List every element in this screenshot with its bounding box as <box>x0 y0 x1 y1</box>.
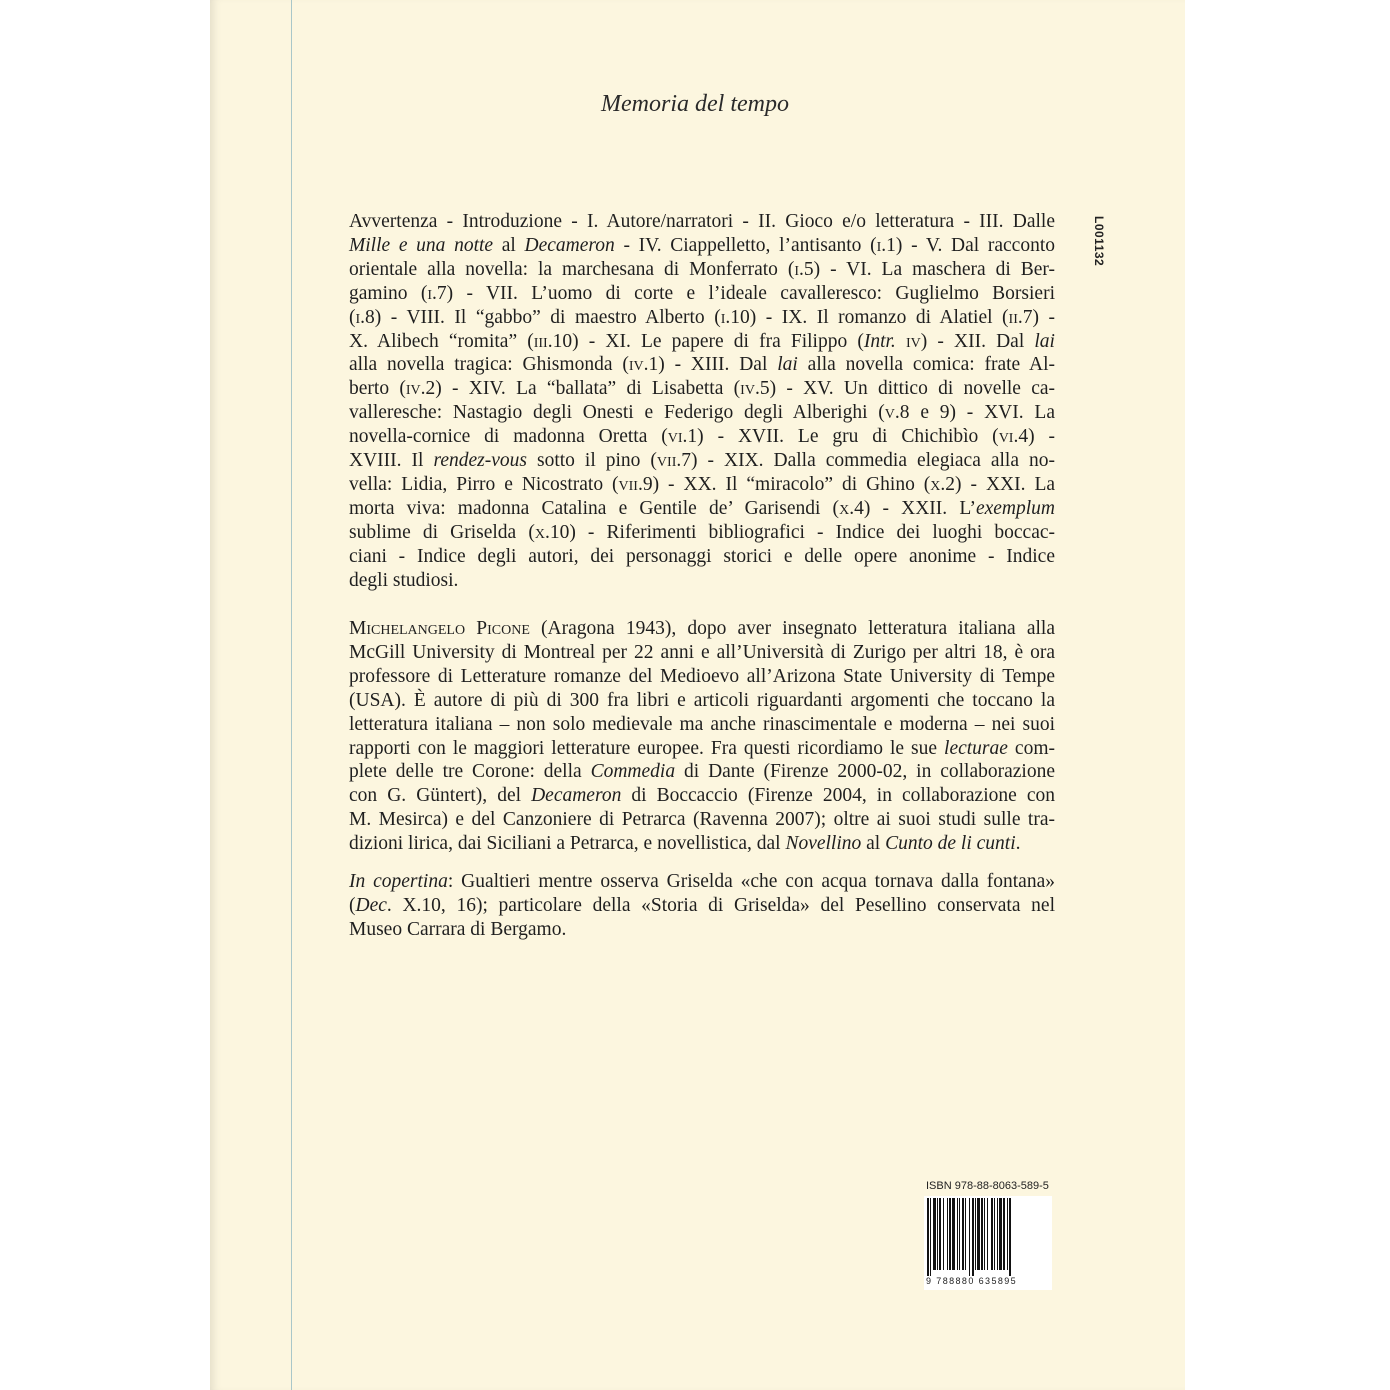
text-segment: Dec <box>355 894 387 916</box>
text-line <box>349 545 1055 569</box>
text-line <box>349 760 1055 784</box>
text-segment: .10) - XI. Le papere di fra Filippo ( <box>547 330 864 352</box>
text-segment: plete delle tre Corone: della <box>349 761 591 783</box>
barcode-bar <box>969 1198 970 1276</box>
text-segment: McGill University di Montreal per 22 anni e all’Università di Zurigo per altri 18, è ora <box>349 641 1055 663</box>
barcode-bar <box>984 1198 985 1270</box>
text-segment: i <box>355 306 361 328</box>
barcode-bar <box>939 1198 941 1270</box>
text-line <box>349 353 1055 377</box>
text-segment: x <box>930 473 941 495</box>
barcode-bar <box>975 1198 976 1270</box>
barcode-bar <box>991 1198 993 1270</box>
series-title: Memoria del tempo <box>601 91 789 117</box>
text-segment: lai <box>1034 330 1055 352</box>
text-segment: i <box>794 258 800 280</box>
text-line <box>349 521 1055 545</box>
text-segment: lai <box>777 354 798 376</box>
text-segment: di Dante (Firenze 2000-02, in collaborazione <box>675 761 1055 783</box>
text-line <box>349 737 1055 761</box>
text-line <box>349 330 1055 354</box>
text-segment: Decameron <box>524 234 615 256</box>
text-segment: In copertina <box>349 871 448 892</box>
text-segment: vii <box>618 473 638 495</box>
text-line <box>349 617 1055 641</box>
text-segment: Mille e una notte <box>349 234 494 256</box>
text-line <box>349 689 1055 713</box>
text-segment: orientale alla novella: la marchesana di Monferrato ( <box>349 258 795 280</box>
cover-credit <box>349 870 1055 942</box>
text-segment: .10) - IX. Il romanzo di Alatiel ( <box>725 306 1009 328</box>
text-line <box>349 832 1055 856</box>
text-segment: .4) - <box>1013 426 1055 448</box>
spine-fold-line <box>291 0 292 1390</box>
text-line <box>349 449 1055 473</box>
text-segment: .1) - V. Dal racconto <box>881 234 1055 256</box>
text-segment: iv <box>740 378 755 400</box>
text-segment: .2) - XIV. La “ballata” di Lisabetta ( <box>420 378 741 400</box>
text-segment: : Gualtieri mentre osserva Griselda «che con acqua tornava dalla fontana» <box>447 871 1055 892</box>
text-segment: .8 e 9) - XVI. La <box>894 402 1055 424</box>
text-segment: ) - XII. Dal <box>920 330 1035 352</box>
text-line <box>349 918 1055 942</box>
text-segment: con G. Güntert), del <box>349 785 532 807</box>
barcode-bar <box>1007 1198 1008 1270</box>
isbn-label: ISBN 978-88-8063-589-5 <box>926 1180 1049 1192</box>
text-segment: sublime di Griselda ( <box>349 521 535 543</box>
table-of-contents <box>349 210 1055 593</box>
text-segment: Cunto de li cunti <box>885 833 1016 855</box>
barcode-bar <box>994 1198 995 1270</box>
text-line <box>349 641 1055 665</box>
text-segment: X. Alibech “romita” ( <box>349 330 534 352</box>
barcode-bar <box>1009 1198 1011 1276</box>
text-segment: . <box>1015 833 1021 855</box>
text-line <box>349 473 1055 497</box>
text-segment: vii <box>656 450 677 472</box>
text-segment: gamino ( <box>349 282 428 304</box>
text-line <box>349 713 1055 737</box>
text-segment: .1) - XVII. Le gru di Chichibìo ( <box>682 426 999 448</box>
text-line <box>349 425 1055 449</box>
barcode-bar <box>962 1198 964 1270</box>
text-line <box>349 569 1055 593</box>
text-line <box>349 808 1055 832</box>
text-line <box>349 784 1055 808</box>
text-segment: vi <box>667 426 683 448</box>
barcode-bar <box>965 1198 966 1270</box>
text-segment: ii <box>1008 306 1018 328</box>
barcode-digits: 9 788880 635895 <box>926 1276 1052 1286</box>
text-segment: professore di Letterature romanze del Medioevo all’Arizona State University di Tempe <box>349 665 1055 687</box>
text-segment: vella: Lidia, Pirro e Nicostrato ( <box>349 473 619 495</box>
text-segment: alla novella comica: frate Al- <box>797 354 1055 376</box>
barcode-bar <box>949 1198 951 1270</box>
text-segment: lecturae <box>944 737 1008 759</box>
text-segment: vi <box>998 426 1014 448</box>
text-segment: ciani - Indice degli autori, dei personaggi storici e delle opere anonime - Indice <box>349 545 1055 567</box>
text-segment: i <box>876 234 882 256</box>
text-segment: al <box>493 234 525 256</box>
text-segment: (Aragona 1943), dopo aver insegnato letteratura italiana alla <box>529 618 1055 639</box>
text-segment: .1) - XIII. Dal <box>643 354 778 376</box>
barcode-bar <box>933 1198 936 1270</box>
text-segment: alla novella tragica: Ghismonda ( <box>349 354 629 376</box>
text-segment: Avvertenza - Introduzione - I. Autore/narratori - II. Gioco e/o letteratura - III. Dalle <box>349 211 1055 232</box>
text-line <box>349 306 1055 330</box>
text-segment: Decameron <box>531 785 622 807</box>
text-segment: Novellino <box>785 833 862 855</box>
text-line <box>349 870 1055 894</box>
text-line <box>349 497 1055 521</box>
text-segment: rendez-vous <box>433 450 527 472</box>
text-segment: dizioni lirica, dai Siciliani a Petrarca, e novellistica, dal <box>349 833 786 855</box>
text-segment: iv <box>905 330 921 352</box>
text-segment: Intr. <box>863 330 896 352</box>
text-segment <box>896 331 906 352</box>
text-segment: .2) - XXI. La <box>940 473 1056 495</box>
text-line <box>349 377 1055 401</box>
text-segment: berto ( <box>349 378 406 400</box>
text-segment: Michelangelo Picone <box>349 618 530 639</box>
text-line <box>349 665 1055 689</box>
text-segment: degli studiosi. <box>349 569 459 591</box>
text-segment: - IV. Ciappelletto, l’antisanto ( <box>614 234 877 256</box>
barcode-bar <box>947 1198 948 1270</box>
barcode-bar <box>1003 1198 1005 1270</box>
text-segment: iii <box>533 330 548 352</box>
text-segment: . X.10, 16); particolare della «Storia di Griselda» del Pesellino conservata nel <box>386 894 1055 916</box>
text-line <box>349 210 1055 234</box>
text-segment: ( <box>349 894 356 916</box>
text-segment: sotto il pino ( <box>526 450 657 472</box>
text-line <box>349 234 1055 258</box>
text-line <box>349 894 1055 918</box>
text-segment: .7) - VII. L’uomo di corte e l’ideale cavalleresco: Guglielmo Borsieri <box>432 282 1055 304</box>
barcode-bar <box>981 1198 983 1270</box>
text-segment: iv <box>628 354 644 376</box>
text-segment: XVIII. Il <box>349 450 434 472</box>
text-segment: morta viva: madonna Catalina e Gentile de’ Garisendi ( <box>349 497 840 519</box>
text-segment: Commedia <box>590 761 676 783</box>
barcode-bar <box>972 1198 974 1276</box>
text-segment: .9) - XX. Il “miracolo” di Ghino ( <box>637 473 931 495</box>
author-biography <box>349 617 1055 856</box>
text-segment: .10) - Riferimenti bibliografici - Indice dei luoghi boccac- <box>544 521 1056 543</box>
text-segment: x <box>534 521 545 543</box>
text-segment: ( <box>349 306 356 328</box>
text-segment: .7) - <box>1017 306 1055 328</box>
barcode-bar <box>957 1198 958 1270</box>
text-segment: M. Mesirca) e del Canzoniere di Petrarca (Ravenna 2007); oltre ai suoi studi sulle tra- <box>349 809 1055 831</box>
barcode-bar <box>930 1198 931 1276</box>
text-segment: rapporti con le maggiori letterature europee. Fra questi ricordiamo le sue <box>349 737 945 759</box>
text-segment: .8) - VIII. Il “gabbo” di maestro Alberto ( <box>360 306 721 328</box>
barcode-bar <box>952 1198 955 1270</box>
text-line <box>349 282 1055 306</box>
text-segment: al <box>861 833 886 855</box>
barcode-bar <box>999 1198 1002 1270</box>
text-segment: .7) - XIX. Dalla commedia elegiaca alla no- <box>676 450 1056 472</box>
text-segment: letteratura italiana – non solo medievale ma anche rinascimentale e moderna – nei suoi <box>349 713 1055 735</box>
text-segment: i <box>427 282 433 304</box>
barcode-bar <box>959 1198 960 1270</box>
text-segment: iv <box>405 378 421 400</box>
barcode-bar <box>997 1198 998 1270</box>
text-segment: (USA). È autore di più di 300 fra libri e articoli riguardanti argomenti che toccano la <box>349 689 1055 711</box>
text-segment: di Boccaccio (Firenze 2004, in collaborazione con <box>621 785 1055 807</box>
text-segment: exemplum <box>975 497 1055 519</box>
barcode-bar <box>977 1198 980 1270</box>
text-segment: x <box>839 497 850 519</box>
text-segment: valleresche: Nastagio degli Onesti e Federigo degli Alberighi ( <box>349 402 885 424</box>
text-segment: .5) - VI. La maschera di Ber- <box>799 258 1056 280</box>
text-segment: novella-cornice di madonna Oretta ( <box>349 426 668 448</box>
text-line <box>349 401 1055 425</box>
barcode-bar <box>987 1198 988 1270</box>
text-line <box>349 258 1055 282</box>
barcode-bar <box>937 1198 938 1270</box>
text-segment: .5) - XV. Un dittico di novelle ca- <box>754 378 1056 400</box>
barcode-bar <box>927 1198 929 1276</box>
barcode-bar <box>943 1198 944 1270</box>
side-catalog-code: L001132 <box>1092 216 1106 267</box>
text-segment: i <box>720 306 726 328</box>
text-segment: v <box>884 402 895 424</box>
text-segment: com- <box>1007 737 1055 759</box>
text-segment: Museo Carrara di Bergamo. <box>349 918 567 940</box>
text-segment: .4) - XXII. L’ <box>849 497 976 519</box>
